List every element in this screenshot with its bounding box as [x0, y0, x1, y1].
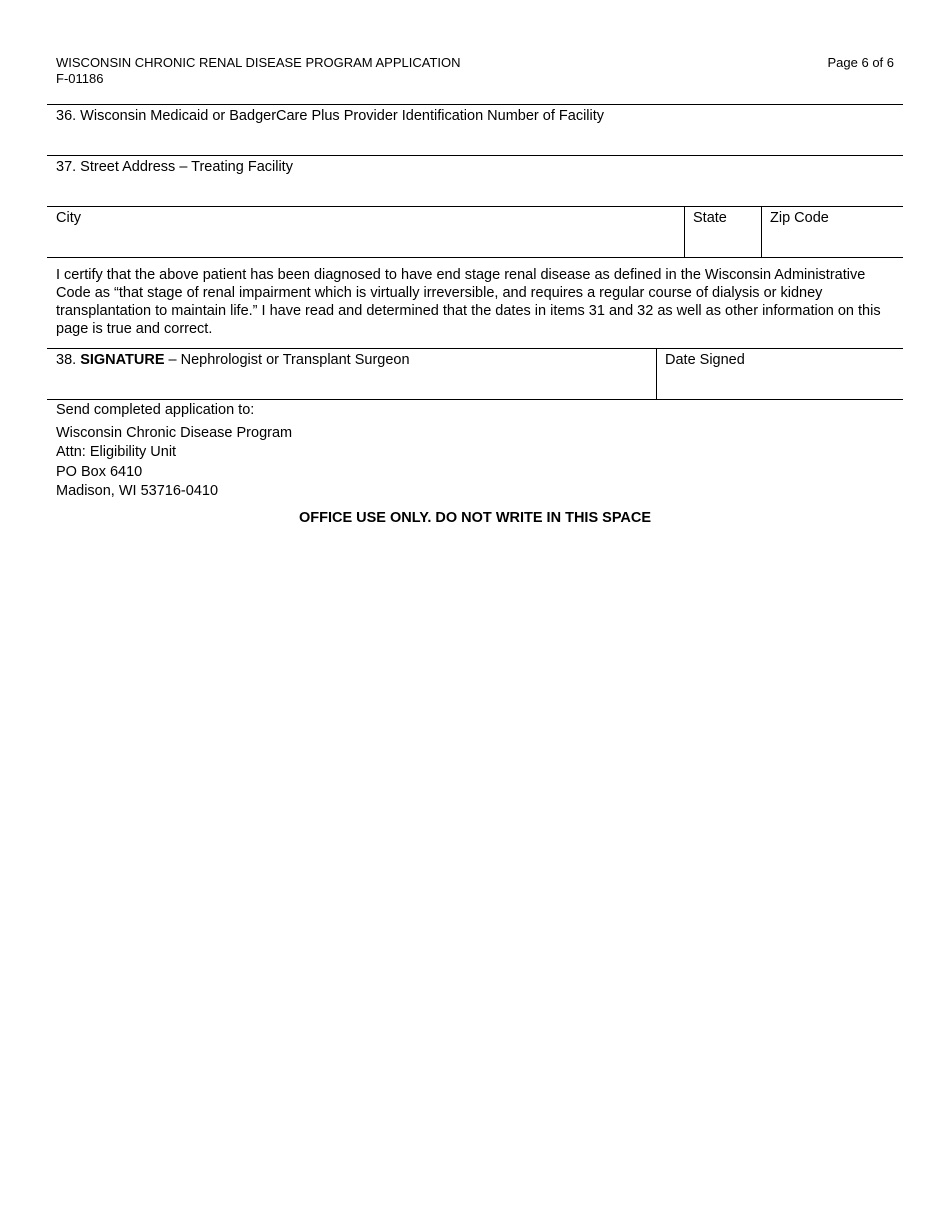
city-field[interactable]: [48, 207, 684, 257]
street-address-label: 37. Street Address – Treating Facility: [56, 159, 293, 175]
signature-field[interactable]: [48, 349, 656, 399]
rule-after-signature: [47, 399, 903, 400]
certification-statement: I certify that the above patient has been diagnosed to have end stage renal disease as defined in the Wisconsin Administrative Code as “that stage of renal impairment which is virtually irreversible, and requires a regular course of dialysis or kidney transplantation to maintain life.” I have read and determined that the dates in items 31 and 32 as well as other information on this page is true and correct.: [56, 267, 881, 337]
mailing-line-4: Madison, WI 53716-0410: [56, 483, 219, 499]
mailing-intro: Send completed application to:: [56, 402, 255, 418]
signature-label: [56, 351, 410, 369]
city-label: City: [56, 210, 81, 226]
page-number: Page 6 of 6: [827, 55, 894, 70]
date-signed-label: Date Signed: [665, 352, 745, 368]
provider-id-field[interactable]: [48, 105, 902, 155]
form-title: WISCONSIN CHRONIC RENAL DISEASE PROGRAM APPLICATION: [56, 55, 461, 70]
form-number: F-01186: [56, 71, 104, 86]
rule-after-city: [47, 257, 903, 258]
mailing-line-1: Wisconsin Chronic Disease Program: [56, 425, 293, 441]
signature-number: 38.: [56, 352, 81, 368]
date-signed-field[interactable]: [657, 349, 902, 399]
office-use-heading: OFFICE USE ONLY. DO NOT WRITE IN THIS SPACE: [298, 510, 652, 526]
provider-id-label: 36. Wisconsin Medicaid or BadgerCare Plus Provider Identification Number of Facility: [56, 108, 605, 124]
mailing-line-2: Attn: Eligibility Unit: [56, 444, 177, 460]
mailing-line-3: PO Box 6410: [56, 464, 143, 480]
zip-code-label: Zip Code: [770, 210, 829, 226]
signature-bold-word: SIGNATURE: [80, 352, 165, 368]
zip-code-field[interactable]: [762, 207, 902, 257]
street-address-field[interactable]: [48, 156, 902, 206]
state-label: State: [693, 210, 727, 226]
signature-rest: – Nephrologist or Transplant Surgeon: [164, 352, 410, 368]
state-field[interactable]: [685, 207, 761, 257]
